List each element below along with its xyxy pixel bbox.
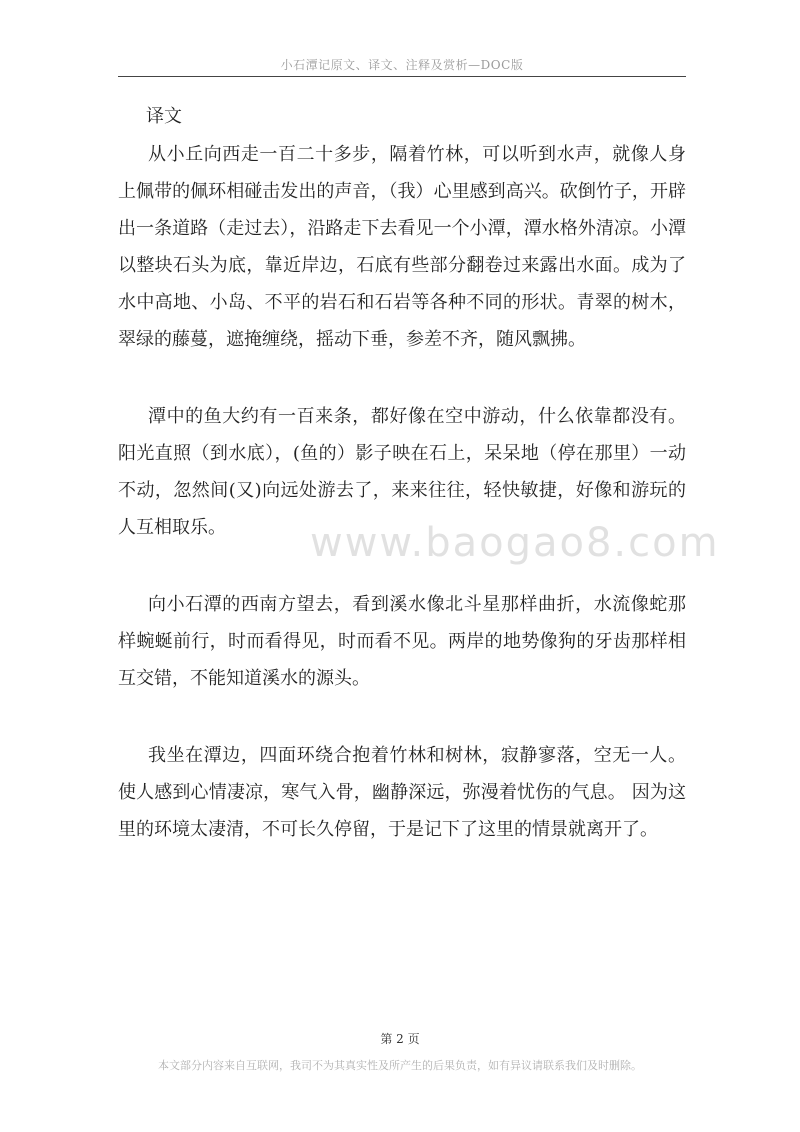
paragraph-3: 向小石潭的西南方望去，看到溪水像北斗星那样曲折，水流像蛇那样蜿蜒前行，时而看得见，时而看不见。两岸的地势像狗的牙齿那样相互交错，不能知道溪水的源头。 [118, 594, 686, 689]
page-number: 第 2 页 [380, 1032, 420, 1046]
watermark: www.baogao8.com [310, 520, 720, 566]
header-rule [118, 76, 686, 77]
paragraph-1: 从小丘向西走一百二十多步，隔着竹林，可以听到水声，就像人身上佩带的佩环相碰击发出的声音，（我）心里感到高兴。砍倒竹子，开辟出一条道路（走过去），沿路走下去看见一个小潭，潭水格外清凉。小潭以整块石头为底，靠近岸边，石底有些部分翻卷过来露出水面。成为了水中高地、小岛、不平的岩石和石岩等各种不同的形状。青翠的树木，翠绿的藤蔓，遮掩缠绕，摇动下垂，参差不齐，随风飘拂。 [118, 144, 686, 350]
paragraph-2: 潭中的鱼大约有一百来条，都好像在空中游动，什么依靠都没有。阳光直照（到水底），(鱼的）影子映在石上，呆呆地（停在那里）一动不动，忽然间(又)向远处游去了，来来往往，轻快敏捷，好像和游玩的人互相取乐。 [118, 406, 686, 538]
document-body [118, 100, 686, 848]
section-title: 译文 [146, 106, 182, 127]
paragraph-4: 我坐在潭边，四面环绕合抱着竹林和树林，寂静寥落，空无一人。使人感到心情凄凉，寒气入骨，幽静深远，弥漫着忧伤的气息。 因为这里的环境太凄清，不可长久停留，于是记下了这里的情景就离开了。 [118, 745, 686, 840]
page-header: 小石潭记原文、译文、注释及赏析—DOC版 [280, 58, 524, 72]
footer-disclaimer: 本文部分内容来自互联网，我司不为其真实性及所产生的后果负责，如有异议请联系我们及时删除。 [158, 1059, 642, 1072]
